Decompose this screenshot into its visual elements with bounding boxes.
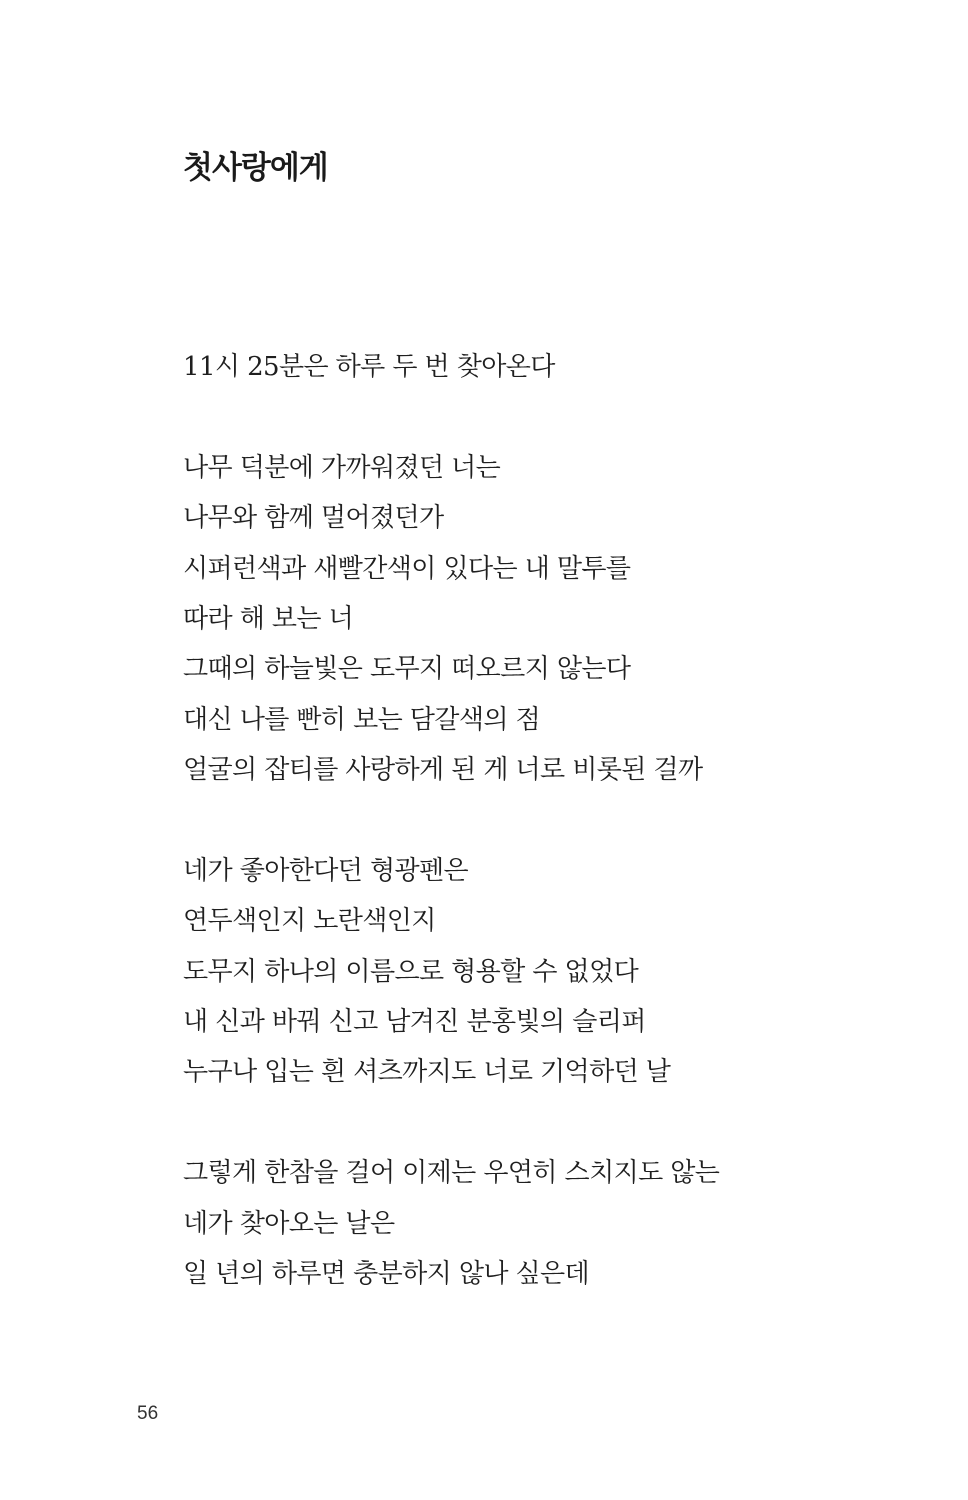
stanza-3 [183,846,883,1098]
page-number: 56 [137,1403,159,1424]
poem-line: 시퍼런색과 새빨간색이 있다는 내 말투를 [183,553,631,584]
poem-line: 네가 좋아한다던 형광펜은 [183,855,469,886]
stanza-1 [183,342,883,392]
poem-line: 연두색인지 노란색인지 [183,906,436,937]
poem-line: 내 신과 바꿔 신고 남겨진 분홍빛의 슬리퍼 [183,1007,646,1038]
poem-body [183,342,883,1299]
poem-line: 도무지 하나의 이름으로 형용할 수 없었다 [183,956,639,987]
poem-line: 그렇게 한참을 걸어 이제는 우연히 스치지도 않는 [183,1158,720,1189]
poem-line: 나무와 함께 멀어졌던가 [183,503,444,534]
poem-line: 얼굴의 잡티를 사랑하게 된 게 너로 비롯된 걸까 [183,755,703,786]
stanza-4 [183,1148,883,1299]
poem-line: 나무 덕분에 가까워졌던 너는 [183,452,501,483]
stanza-2 [183,443,883,796]
poem-line: 일 년의 하루면 충분하지 않나 싶은데 [183,1259,590,1290]
poem-line: 대신 나를 빤히 보는 담갈색의 점 [183,704,541,735]
poem-title: 첫사랑에게 [183,150,328,186]
poem-line: 11시 25분은 하루 두 번 찾아온다 [183,352,555,382]
poem-line: 네가 찾아오는 날은 [183,1208,395,1239]
poem-line: 그때의 하늘빛은 도무지 떠오르지 않는다 [183,654,631,685]
poem-line: 따라 해 보는 너 [183,603,354,634]
poem-line: 누구나 입는 흰 셔츠까지도 너로 기억하던 날 [183,1057,671,1088]
